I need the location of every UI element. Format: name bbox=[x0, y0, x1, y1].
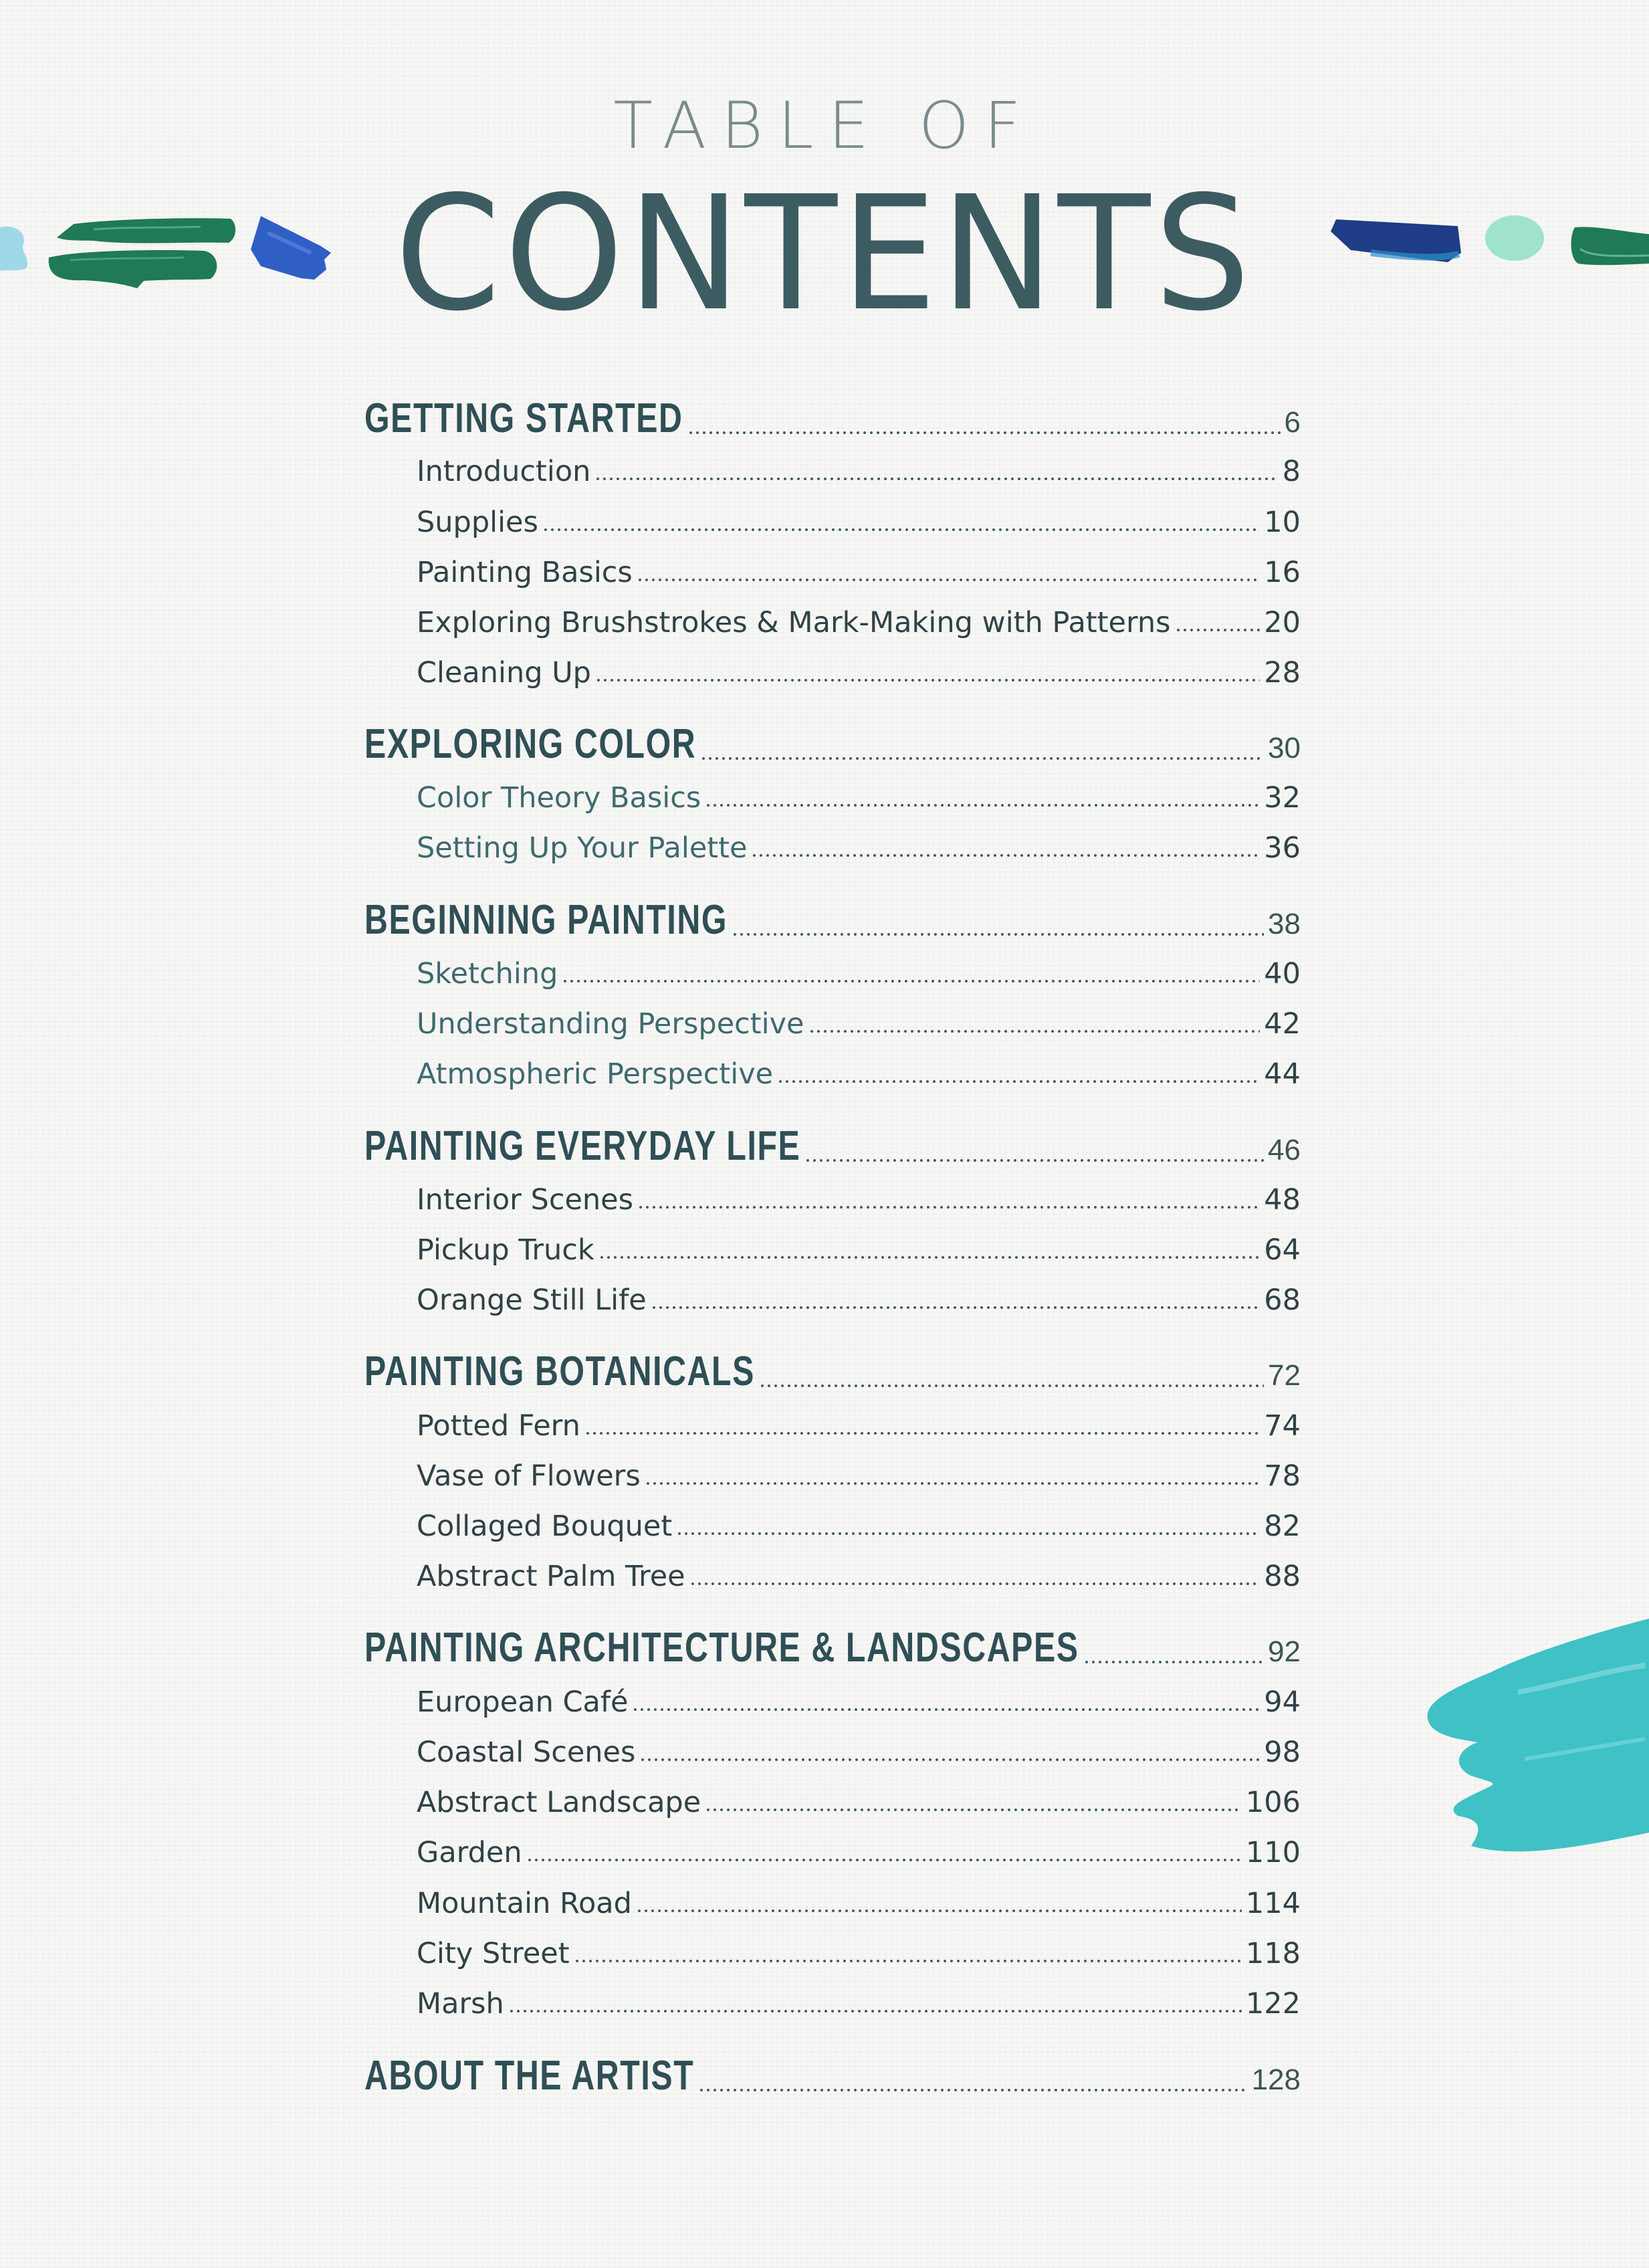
item-title: Interior Scenes bbox=[417, 1183, 634, 1217]
dot-leader bbox=[651, 1305, 1260, 1310]
dot-leader bbox=[637, 1205, 1260, 1210]
section-title: PAINTING EVERYDAY LIFE bbox=[364, 1123, 801, 1169]
page-number: 8 bbox=[1282, 455, 1301, 488]
item-title: Painting Basics bbox=[417, 556, 633, 589]
page-number: 28 bbox=[1264, 656, 1301, 690]
toc-section-beginning-painting[interactable] bbox=[364, 896, 1301, 944]
dot-leader bbox=[698, 2087, 1247, 2093]
toc-item[interactable] bbox=[364, 1836, 1301, 1869]
item-title: Pickup Truck bbox=[417, 1233, 594, 1267]
page-number: 74 bbox=[1264, 1409, 1301, 1443]
item-title: Cleaning Up bbox=[417, 656, 591, 690]
page-number: 106 bbox=[1245, 1786, 1301, 1819]
dot-leader bbox=[689, 1581, 1260, 1586]
dot-leader bbox=[705, 1807, 1242, 1813]
dot-leader bbox=[542, 527, 1260, 532]
section-title: GETTING STARTED bbox=[364, 395, 683, 441]
toc-section-exploring-color[interactable] bbox=[364, 720, 1301, 768]
page-number: 46 bbox=[1268, 1134, 1301, 1166]
toc-item[interactable] bbox=[364, 455, 1301, 488]
dot-leader bbox=[732, 932, 1264, 937]
dot-leader bbox=[639, 1757, 1260, 1762]
dot-leader bbox=[676, 1531, 1260, 1536]
page-number: 20 bbox=[1264, 606, 1301, 639]
toc-section-getting-started[interactable] bbox=[364, 395, 1301, 442]
dot-leader bbox=[645, 1481, 1260, 1486]
toc-item[interactable] bbox=[364, 1736, 1301, 1769]
page-number: 10 bbox=[1264, 506, 1301, 539]
page-number: 48 bbox=[1264, 1183, 1301, 1217]
dot-leader bbox=[598, 1255, 1260, 1260]
page-number: 118 bbox=[1245, 1937, 1301, 1970]
page-number: 16 bbox=[1264, 556, 1301, 589]
toc-item[interactable] bbox=[364, 1510, 1301, 1543]
item-title: Atmospheric Perspective bbox=[417, 1057, 774, 1091]
item-title: Color Theory Basics bbox=[417, 781, 701, 815]
dot-leader bbox=[526, 1857, 1242, 1863]
page-number: 114 bbox=[1245, 1887, 1301, 1920]
page-number: 78 bbox=[1264, 1459, 1301, 1493]
item-title: Exploring Brushstrokes & Mark-Making with Patterns bbox=[417, 606, 1171, 639]
toc-item[interactable] bbox=[364, 957, 1301, 991]
title-small: TABLE OF bbox=[613, 88, 1036, 163]
section-title: EXPLORING COLOR bbox=[364, 721, 697, 767]
item-title: Mountain Road bbox=[417, 1887, 632, 1920]
page-number: 30 bbox=[1268, 732, 1301, 764]
dot-leader bbox=[759, 1383, 1264, 1388]
page-number: 82 bbox=[1264, 1510, 1301, 1543]
item-title: European Café bbox=[417, 1685, 629, 1719]
dot-leader bbox=[562, 978, 1260, 984]
page-number: 88 bbox=[1264, 1560, 1301, 1593]
toc-item[interactable] bbox=[364, 1887, 1301, 1920]
item-title: Supplies bbox=[417, 506, 538, 539]
item-title: Marsh bbox=[417, 1987, 504, 2021]
section-title: BEGINNING PAINTING bbox=[364, 897, 728, 943]
item-title: Abstract Landscape bbox=[417, 1786, 701, 1819]
dot-leader bbox=[636, 1908, 1242, 1914]
dot-leader bbox=[594, 476, 1278, 482]
section-title: ABOUT THE ARTIST bbox=[364, 2053, 695, 2099]
dot-leader bbox=[705, 803, 1260, 808]
page-number: 128 bbox=[1251, 2063, 1301, 2096]
toc-item[interactable] bbox=[364, 1786, 1301, 1819]
dot-leader bbox=[584, 1431, 1260, 1436]
page-number: 94 bbox=[1264, 1685, 1301, 1719]
page-number: 72 bbox=[1268, 1359, 1301, 1392]
page-number: 64 bbox=[1264, 1233, 1301, 1267]
item-title: Sketching bbox=[417, 957, 558, 991]
page-number: 42 bbox=[1264, 1007, 1301, 1041]
item-title: Abstract Palm Tree bbox=[417, 1560, 685, 1593]
toc-item[interactable] bbox=[364, 606, 1301, 639]
toc-item[interactable] bbox=[364, 1233, 1301, 1267]
page-number: 68 bbox=[1264, 1283, 1301, 1317]
dot-leader bbox=[777, 1079, 1260, 1084]
dot-leader bbox=[808, 1029, 1260, 1034]
item-title: Garden bbox=[417, 1836, 522, 1869]
section-title: PAINTING BOTANICALS bbox=[364, 1348, 755, 1395]
toc-item[interactable] bbox=[364, 1183, 1301, 1217]
paint-swash-turquoise-icon bbox=[1398, 1605, 1649, 1866]
page-number: 44 bbox=[1264, 1057, 1301, 1091]
toc-item[interactable] bbox=[364, 1409, 1301, 1443]
page-number: 110 bbox=[1245, 1836, 1301, 1869]
page-number: 92 bbox=[1268, 1635, 1301, 1668]
item-title: Collaged Bouquet bbox=[417, 1510, 673, 1543]
toc-section-painting-architecture-landscapes[interactable] bbox=[364, 1624, 1301, 1671]
page-number: 38 bbox=[1268, 908, 1301, 940]
toc-item[interactable] bbox=[364, 1459, 1301, 1493]
toc-item[interactable] bbox=[364, 1057, 1301, 1091]
item-title: Understanding Perspective bbox=[417, 1007, 804, 1041]
toc-item[interactable] bbox=[364, 506, 1301, 539]
dot-leader bbox=[632, 1707, 1260, 1712]
paint-stroke-light-blue-icon bbox=[0, 221, 33, 274]
dot-leader bbox=[751, 853, 1260, 858]
dot-leader bbox=[574, 1958, 1242, 1964]
item-title: Vase of Flowers bbox=[417, 1459, 641, 1493]
item-title: Introduction bbox=[417, 455, 591, 488]
toc-item[interactable] bbox=[364, 1937, 1301, 1970]
page-number: 32 bbox=[1264, 781, 1301, 815]
page-title: CONTENTS bbox=[395, 162, 1254, 346]
page-number: 98 bbox=[1264, 1736, 1301, 1769]
dot-leader bbox=[804, 1158, 1264, 1163]
section-title: PAINTING ARCHITECTURE & LANDSCAPES bbox=[364, 1625, 1079, 1671]
toc-item[interactable] bbox=[364, 556, 1301, 589]
toc-item[interactable] bbox=[364, 1685, 1301, 1719]
item-title: City Street bbox=[417, 1937, 570, 1970]
item-title: Orange Still Life bbox=[417, 1283, 647, 1317]
page-number: 36 bbox=[1264, 831, 1301, 865]
toc-item[interactable] bbox=[364, 1283, 1301, 1317]
dot-leader bbox=[1083, 1659, 1264, 1665]
item-title: Potted Fern bbox=[417, 1409, 580, 1443]
item-title: Coastal Scenes bbox=[417, 1736, 636, 1769]
toc-item[interactable] bbox=[364, 831, 1301, 865]
toc-section-painting-everyday-life[interactable] bbox=[364, 1122, 1301, 1170]
toc-section-about-the-artist[interactable] bbox=[364, 2052, 1301, 2099]
page-number: 40 bbox=[1264, 957, 1301, 991]
dot-leader bbox=[687, 430, 1281, 435]
dot-leader bbox=[508, 2008, 1242, 2014]
dot-leader bbox=[1175, 627, 1260, 633]
toc-section-painting-botanicals[interactable] bbox=[364, 1348, 1301, 1395]
page-number: 6 bbox=[1284, 406, 1301, 439]
toc-item[interactable] bbox=[364, 1987, 1301, 2021]
page-number: 122 bbox=[1245, 1987, 1301, 2021]
toc-item[interactable] bbox=[364, 781, 1301, 815]
toc-item[interactable] bbox=[364, 1560, 1301, 1593]
dot-leader bbox=[637, 577, 1260, 583]
item-title: Setting Up Your Palette bbox=[417, 831, 748, 865]
dot-leader bbox=[700, 756, 1264, 761]
toc-item[interactable] bbox=[364, 656, 1301, 690]
toc-item[interactable] bbox=[364, 1007, 1301, 1041]
dot-leader bbox=[595, 678, 1260, 683]
